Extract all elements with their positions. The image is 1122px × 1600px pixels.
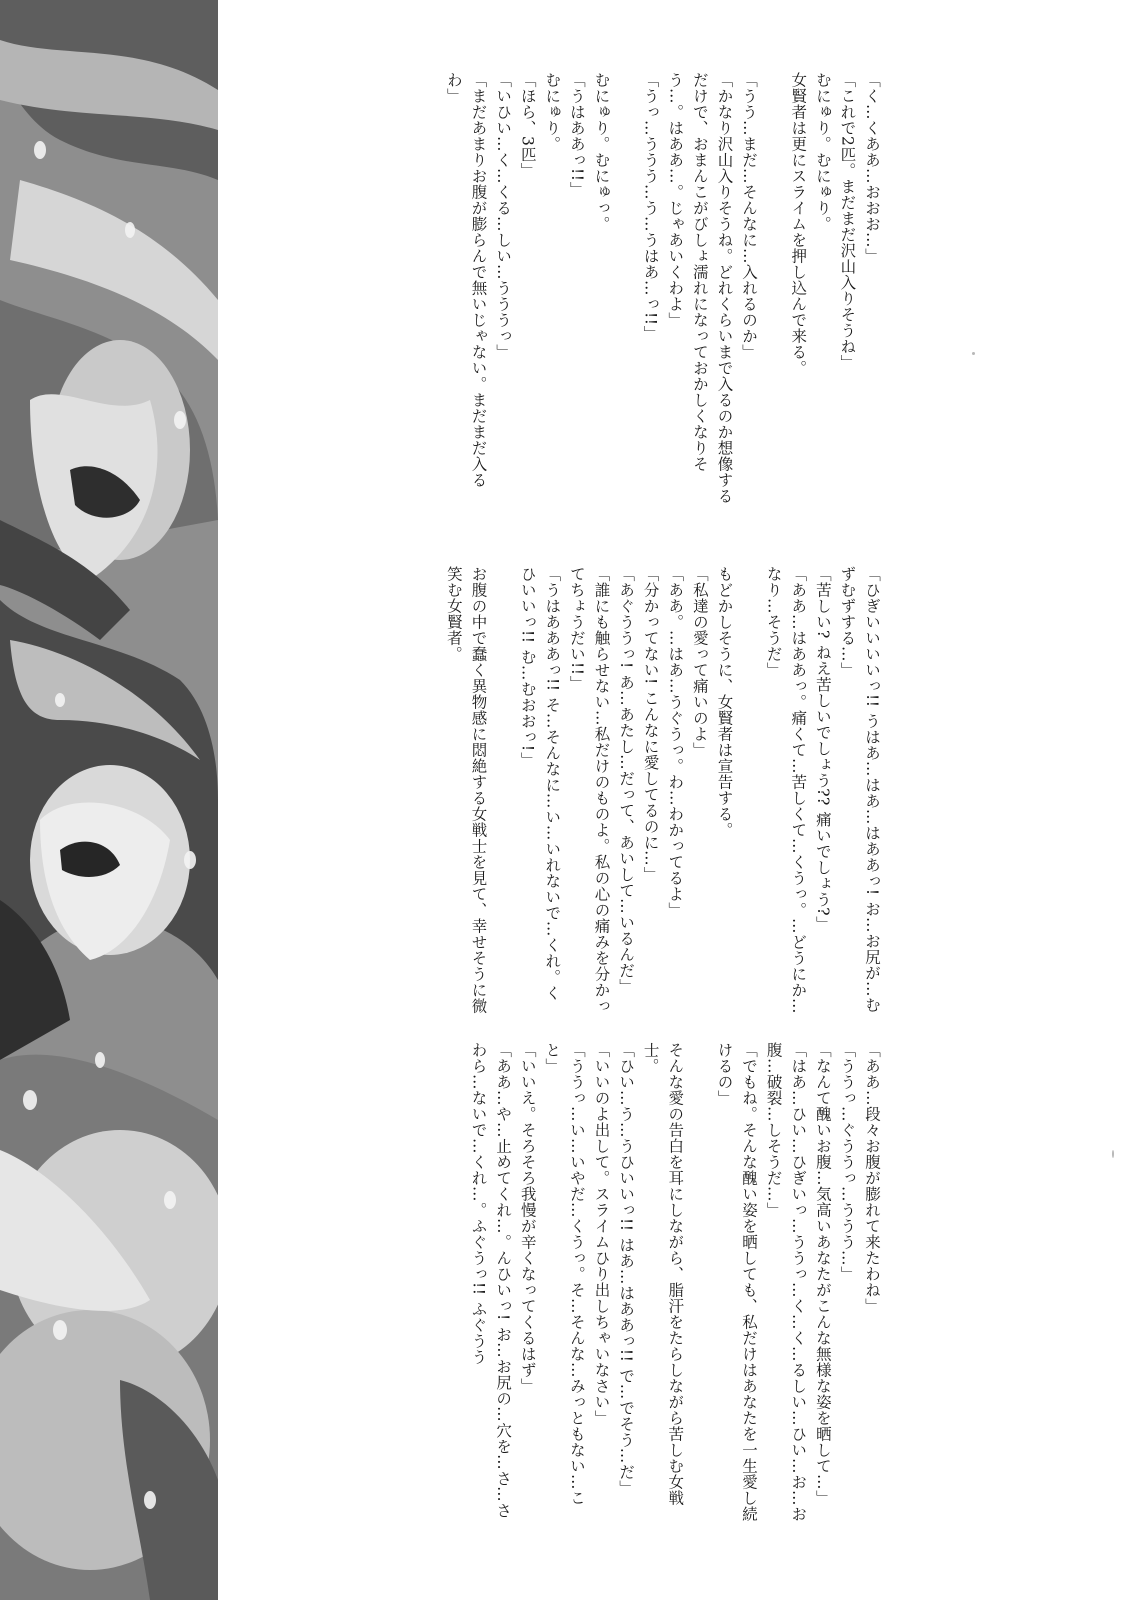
text-line bbox=[736, 566, 761, 1016]
text-line: 「私達の愛って痛いのよ」 bbox=[690, 566, 709, 758]
text-line: 「いいえ。そろそろ我慢が辛くなってくるはず」 bbox=[518, 1042, 537, 1394]
illustration-art bbox=[0, 0, 218, 1600]
text-line: お腹の中で蠢く異物感に悶絶する女戦士を見て、幸せそうに微笑む女賢者。 bbox=[444, 566, 488, 1014]
text-line: 「でもね。そんな醜い姿を晒しても、私だけはあなたを一生愛し続けるの」 bbox=[715, 1042, 759, 1522]
text-block-bottom bbox=[238, 1042, 884, 1530]
text-line: 「ああ。…はあ…うぐうっ。わ…わかってるよ」 bbox=[666, 566, 685, 918]
text-line: むにゅり。むにゅり。 bbox=[813, 72, 832, 232]
text-line: 「うっ…ううう…う…うはあ…っ!!」 bbox=[641, 72, 660, 342]
text-line: 「誰にも触らせない…私だけのものよ。私の心の痛みを分かってちょうだい!!」 bbox=[567, 566, 611, 1014]
text-block-middle bbox=[238, 566, 884, 1016]
text-block-top bbox=[238, 72, 884, 512]
text-line: 「ひい…う…うひいいっ!! はあ…はああっ!! で…でそう…だ」 bbox=[617, 1042, 636, 1496]
text-line: 「はあ…ひい…ひぎいっ…ううっ…く…く…るしい…ひい…お…お腹…破裂…しそうだ…」 bbox=[764, 1042, 808, 1522]
text-line: 「まだあまりお腹が膨らんで無いじゃない。まだまだ入るわ」 bbox=[444, 72, 488, 488]
text-line: 「く…くああ…おおお…」 bbox=[863, 72, 881, 264]
text-line: むにゅり。 bbox=[543, 72, 562, 152]
text-line: 「あぐううっ! あ…あたし…だって、あいして…いるんだ」 bbox=[617, 566, 636, 995]
text-line: 「ああ…はああっ。痛くて…苦しくて…くうっ。…どうにか…なり…そうだ」 bbox=[764, 566, 808, 1014]
text-line bbox=[761, 72, 786, 512]
text-line: そんな愛の告白を耳にしながら、脂汗をたらしながら苦しむ女戦士。 bbox=[641, 1042, 685, 1506]
text-line: 「苦しい? ねえ苦しいでしょう?? 痛いでしょう?」 bbox=[813, 566, 832, 933]
text-line: 「ううっ…い…いやだ…くうっ。そ…そんな…みっともない…こと」 bbox=[543, 1042, 586, 1506]
text-line: もどかしそうに、女賢者は宣告する。 bbox=[715, 566, 734, 838]
text-line: 「ひぎいいいいっ!! うはあ…はあ…はああっ! お…お尻が…むずむずする…」 bbox=[838, 566, 881, 1014]
text-line bbox=[491, 566, 516, 1016]
text-line: 「うはああっ!!」 bbox=[567, 72, 586, 198]
text-line: 「うう…まだ…そんなに…入れるのか」 bbox=[740, 72, 759, 360]
text-line bbox=[687, 1042, 712, 1530]
text-line: 「ううっ…ぐううっ…ううう…」 bbox=[838, 1042, 857, 1282]
text-line: 「かなり沢山入りそうね。どれくらいまで入るのか想像するだけで、おまんこがびしょ濡れになっておかしくなりそう…。はああ…。じゃあいくわよ」 bbox=[666, 72, 734, 504]
text-line: 「ああ…や…止めてくれ…。んひいっ! お…お尻の…穴を…さ…さわら…ないで…くれ…。ふぐうっ!! ふぐうう bbox=[469, 1042, 513, 1519]
text-line bbox=[613, 72, 638, 512]
text-line: 「ああ…段々お腹が膨れて来たわね」 bbox=[863, 1042, 881, 1314]
text-line: 「なんて醜いお腹…気高いあなたがこんな無様な姿を晒して…」 bbox=[813, 1042, 832, 1506]
text-line: 女賢者は更にスライムを押し込んで来る。 bbox=[789, 72, 808, 376]
scan-speck bbox=[972, 352, 975, 355]
illustration-strip bbox=[0, 0, 218, 1600]
text-line: 「ほら、3匹」 bbox=[518, 72, 537, 179]
text-line: むにゅり。むにゅっ。 bbox=[592, 72, 611, 232]
scan-speck bbox=[1112, 1150, 1114, 1158]
text-line: 「うはあああっ!! そ…そんなに…い…いれないで…くれ。くひいいっ!! む…むおおっ!」 bbox=[518, 566, 562, 1001]
text-line: 「いいのよ出して。スライムひり出しちゃいなさい」 bbox=[592, 1042, 611, 1426]
text-line: 「これで2匹。まだまだ沢山入りそうね」 bbox=[838, 72, 857, 371]
text-line: 「分かってない! こんなに愛してるのに…」 bbox=[641, 566, 660, 883]
text-line: 「いひい…く…くる…しい…うううっ」 bbox=[494, 72, 513, 360]
